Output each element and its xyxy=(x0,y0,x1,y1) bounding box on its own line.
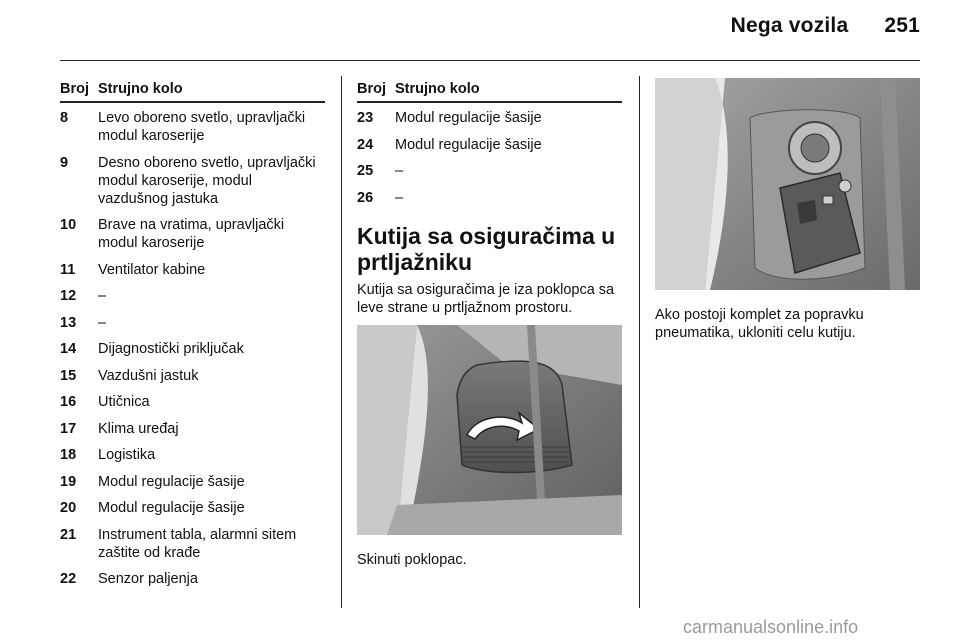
fuse-number: 20 xyxy=(60,500,77,516)
table-row xyxy=(60,526,325,562)
fuse-number: 12 xyxy=(60,288,77,304)
circuit-description: Instrument tabla, alarmni sitem zaštite od krađe xyxy=(98,526,297,561)
watermark: carmanualsonline.info xyxy=(683,617,859,637)
circuit-description: Vazdušni jastuk xyxy=(98,367,199,384)
table-row xyxy=(60,446,325,464)
table-row xyxy=(60,216,325,252)
fuse-number: 17 xyxy=(60,420,77,437)
circuit-description: Modul regulacije šasije xyxy=(98,473,245,490)
circuit-description: – xyxy=(395,189,404,206)
table-row xyxy=(357,189,622,207)
circuit-description: Levo oboreno svetlo, upravljački modul karoserije xyxy=(98,110,306,144)
fuse-number: 25 xyxy=(357,163,374,179)
table-header xyxy=(357,80,622,103)
table-row xyxy=(60,340,325,358)
fuse-number: 26 xyxy=(357,189,374,206)
fuse-number: 15 xyxy=(60,367,77,384)
table-row xyxy=(60,314,325,332)
circuit-description: Dijagnostički priključak xyxy=(98,341,244,357)
page-title-line xyxy=(731,14,920,38)
table-row xyxy=(60,473,325,491)
fuse-number: 14 xyxy=(60,341,77,357)
table-row xyxy=(60,420,325,438)
photo2-caption: Ako postoji komplet za popravku pneumatika, ukloniti celu kutiju. xyxy=(655,307,864,341)
circuit-description: – xyxy=(98,288,107,304)
table-row xyxy=(357,162,622,180)
circuit-description: Senzor paljenja xyxy=(98,571,198,587)
circuit-description: Modul regulacije šasije xyxy=(395,110,542,126)
table-row xyxy=(60,499,325,517)
column-divider xyxy=(639,76,640,608)
fuse-number: 19 xyxy=(60,473,77,490)
section-title: Kutija sa osiguračima u prtljažniku xyxy=(357,222,616,275)
circuit-description: Modul regulacije šasije xyxy=(395,136,542,153)
table-row xyxy=(357,109,622,127)
right-column xyxy=(655,78,920,342)
circuit-description: – xyxy=(98,314,107,331)
fuse-number: 8 xyxy=(60,110,69,126)
table-row xyxy=(60,109,325,145)
circuit-description: Utičnica xyxy=(98,394,150,410)
fuse-number: 23 xyxy=(357,110,374,126)
fuse-number: 10 xyxy=(60,217,77,233)
fuse-number: 24 xyxy=(357,136,374,153)
fuse-table-right-column xyxy=(357,80,622,569)
table-row xyxy=(60,393,325,411)
fuse-number: 11 xyxy=(60,261,76,278)
column-divider xyxy=(341,76,342,608)
col-header-circuit: Strujno kolo xyxy=(395,81,480,97)
trunk-cover-photo xyxy=(357,325,622,535)
table-row xyxy=(60,287,325,305)
table-row xyxy=(60,261,325,279)
circuit-description: Ventilator kabine xyxy=(98,261,206,278)
circuit-description: Logistika xyxy=(98,447,156,463)
table-row xyxy=(357,136,622,154)
circuit-description: – xyxy=(395,163,404,179)
circuit-description: Modul regulacije šasije xyxy=(98,500,245,516)
header-divider xyxy=(60,60,920,61)
fuse-number: 18 xyxy=(60,447,77,463)
table-row xyxy=(60,570,325,588)
table-row xyxy=(60,154,325,208)
circuit-description: Desno oboreno svetlo, upravljački modul karoserije, modul vazdušnog jastuka xyxy=(98,154,316,207)
col-header-number: Broj xyxy=(357,81,386,97)
fuse-number: 21 xyxy=(60,526,77,543)
circuit-description: Brave na vratima, upravljački modul karoserije xyxy=(98,217,285,251)
fuse-number: 9 xyxy=(60,154,69,171)
page-number: 251 xyxy=(884,14,920,37)
fuse-number: 13 xyxy=(60,314,77,331)
fuse-number: 16 xyxy=(60,394,77,410)
circuit-description: Klima uređaj xyxy=(98,420,179,437)
table-header xyxy=(60,80,325,103)
section-paragraph: Kutija sa osiguračima je iza poklopca sa leve strane u prtljažnom prostoru. xyxy=(357,281,615,316)
col-header-circuit: Strujno kolo xyxy=(98,81,183,97)
fuse-table-left xyxy=(60,80,325,588)
table-row xyxy=(60,367,325,385)
col-header-number: Broj xyxy=(60,81,89,97)
fuse-number: 22 xyxy=(60,571,77,587)
photo1-caption: Skinuti poklopac. xyxy=(357,551,467,568)
page-title: Nega vozila xyxy=(730,14,849,37)
fuse-box-photo xyxy=(655,78,920,290)
